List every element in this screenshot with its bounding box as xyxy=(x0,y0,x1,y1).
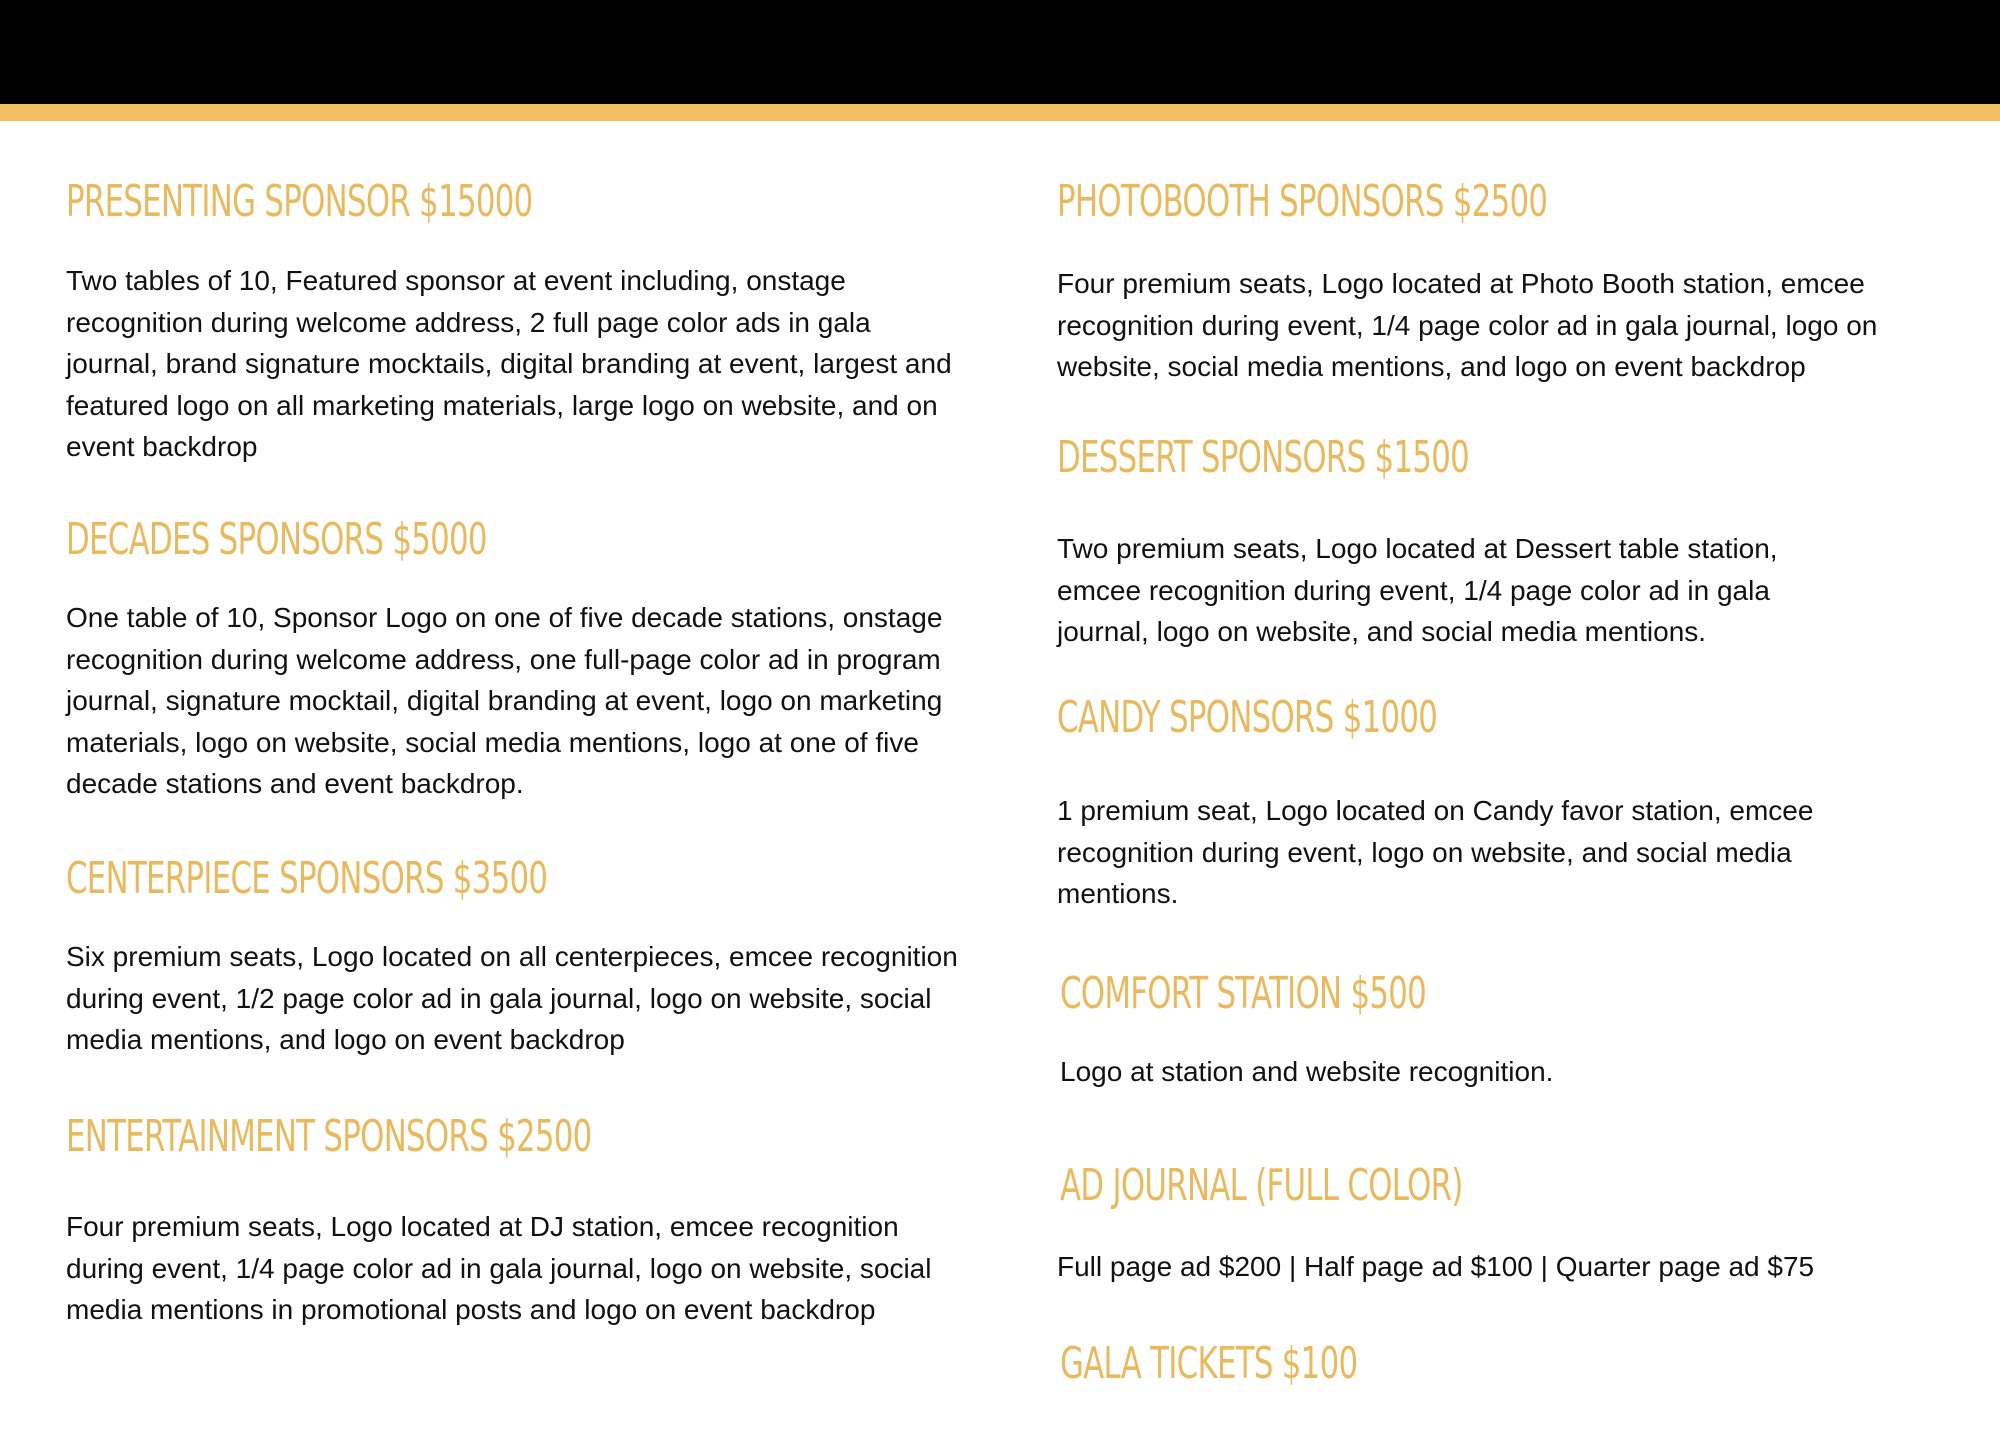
header-band xyxy=(0,0,2000,104)
comfort-station-heading: COMFORT STATION $500 xyxy=(1060,968,1427,1019)
photobooth-sponsors-heading: PHOTOBOOTH SPONSORS $2500 xyxy=(1057,176,1548,227)
photobooth-sponsors-description: Four premium seats, Logo located at Photo Booth station, emcee recognition during event, 1/4 page color ad in gala journal, logo on website, social media mentions, and logo on event backdrop xyxy=(1057,268,1878,382)
centerpiece-sponsors-heading: CENTERPIECE SPONSORS $3500 xyxy=(66,853,548,904)
presenting-sponsor-heading: PRESENTING SPONSOR $15000 xyxy=(66,176,533,227)
candy-sponsors-heading: CANDY SPONSORS $1000 xyxy=(1057,692,1438,743)
gala-tickets-heading: GALA TICKETS $100 xyxy=(1060,1338,1358,1389)
ad-journal-heading: AD JOURNAL (FULL COLOR) xyxy=(1060,1160,1463,1211)
centerpiece-sponsors-description: Six premium seats, Logo located on all centerpieces, emcee recognition during event, 1/2 page color ad in gala journal, logo on website, social media mentions, and logo on event backdrop xyxy=(66,941,958,1055)
ad-journal-pricing: Full page ad $200 | Half page ad $100 | Quarter page ad $75 xyxy=(1057,1251,1815,1282)
decades-sponsors-description: One table of 10, Sponsor Logo on one of five decade stations, onstage recognition during welcome address, one full-page color ad in program journal, signature mocktail, digital branding at event, logo on marketing materials, logo on website, social media mentions, logo at one of five decade stations and event backdrop. xyxy=(66,602,943,799)
comfort-station-description: Logo at station and website recognition. xyxy=(1060,1056,1554,1087)
dessert-sponsors-heading: DESSERT SPONSORS $1500 xyxy=(1057,432,1470,483)
dessert-sponsors-description: Two premium seats, Logo located at Dessert table station, emcee recognition during event, 1/4 page color ad in gala journal, logo on website, and social media mentions. xyxy=(1057,533,1778,647)
entertainment-sponsors-description: Four premium seats, Logo located at DJ station, emcee recognition during event, 1/4 page color ad in gala journal, logo on website, social media mentions in promotional posts and logo on event backdrop xyxy=(66,1211,932,1325)
decades-sponsors-heading: DECADES SPONSORS $5000 xyxy=(66,514,487,565)
entertainment-sponsors-heading: ENTERTAINMENT SPONSORS $2500 xyxy=(66,1111,592,1162)
presenting-sponsor-description: Two tables of 10, Featured sponsor at event including, onstage recognition during welcome address, 2 full page color ads in gala journal, brand signature mocktails, digital branding at event, largest and featured logo on all marketing materials, large logo on website, and on event backdrop xyxy=(66,265,952,462)
candy-sponsors-description: 1 premium seat, Logo located on Candy favor station, emcee recognition during event, logo on website, and social media mentions. xyxy=(1057,795,1814,909)
accent-stripe xyxy=(0,104,2000,121)
